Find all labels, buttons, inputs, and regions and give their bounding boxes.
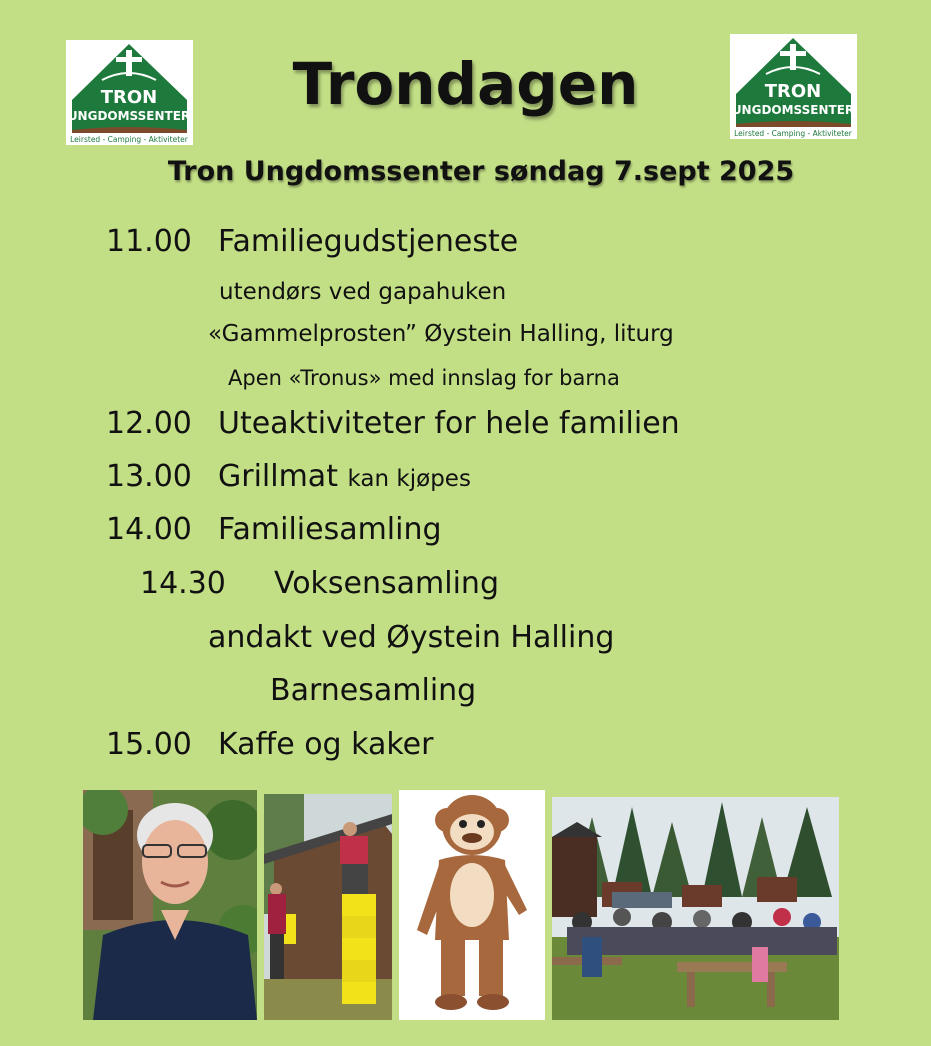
program-text: Kaffe og kaker xyxy=(218,727,434,762)
outdoor-gathering-photo xyxy=(552,797,839,1020)
crate-stacking-photo xyxy=(264,794,392,1020)
program-time: 14.00 xyxy=(106,512,192,547)
program-item xyxy=(106,406,680,441)
program-text: Voksensamling xyxy=(274,566,499,601)
logo-name-line1: TRON xyxy=(100,87,158,108)
program-time: 14.30 xyxy=(140,566,226,601)
logo-name-line2: UNGDOMSSENTER xyxy=(67,109,191,123)
page-subtitle: Tron Ungdomssenter søndag 7.sept 2025 xyxy=(167,156,795,187)
program-text: Grillmat xyxy=(218,459,338,494)
program-item xyxy=(106,224,518,259)
program-text: Familiegudstjeneste xyxy=(218,224,519,259)
program-time: 15.00 xyxy=(106,727,192,762)
program-time: 13.00 xyxy=(106,459,192,494)
program-text: Uteaktiviteter for hele familien xyxy=(218,406,680,441)
program-time: 11.00 xyxy=(106,224,192,259)
man-portrait-photo xyxy=(83,790,257,1020)
program-text: Familiesamling xyxy=(218,512,442,547)
program-detail: Barnesamling xyxy=(270,673,477,708)
program-detail: «Gammelprosten” Øystein Halling, liturg xyxy=(208,321,674,347)
program-item xyxy=(140,566,499,601)
program-detail: andakt ved Øystein Halling xyxy=(208,620,615,655)
program-item xyxy=(106,727,433,762)
logo-tagline: Leirsted - Camping - Aktiviteter xyxy=(734,129,852,138)
program-detail: utendørs ved gapahuken xyxy=(219,279,507,305)
monkey-costume-photo xyxy=(399,790,545,1020)
logo-tagline: Leirsted - Camping - Aktiviteter xyxy=(70,135,188,144)
logo-name-line1: TRON xyxy=(764,81,822,102)
logo-name-line2: UNGDOMSSENTER xyxy=(731,103,855,117)
page-title: Trondagen xyxy=(292,50,639,118)
program-item xyxy=(106,459,471,494)
program-item xyxy=(106,512,442,547)
program-time: 12.00 xyxy=(106,406,192,441)
program-extra: kan kjøpes xyxy=(347,466,471,492)
program-detail: Apen «Tronus» med innslag for barna xyxy=(228,366,620,390)
